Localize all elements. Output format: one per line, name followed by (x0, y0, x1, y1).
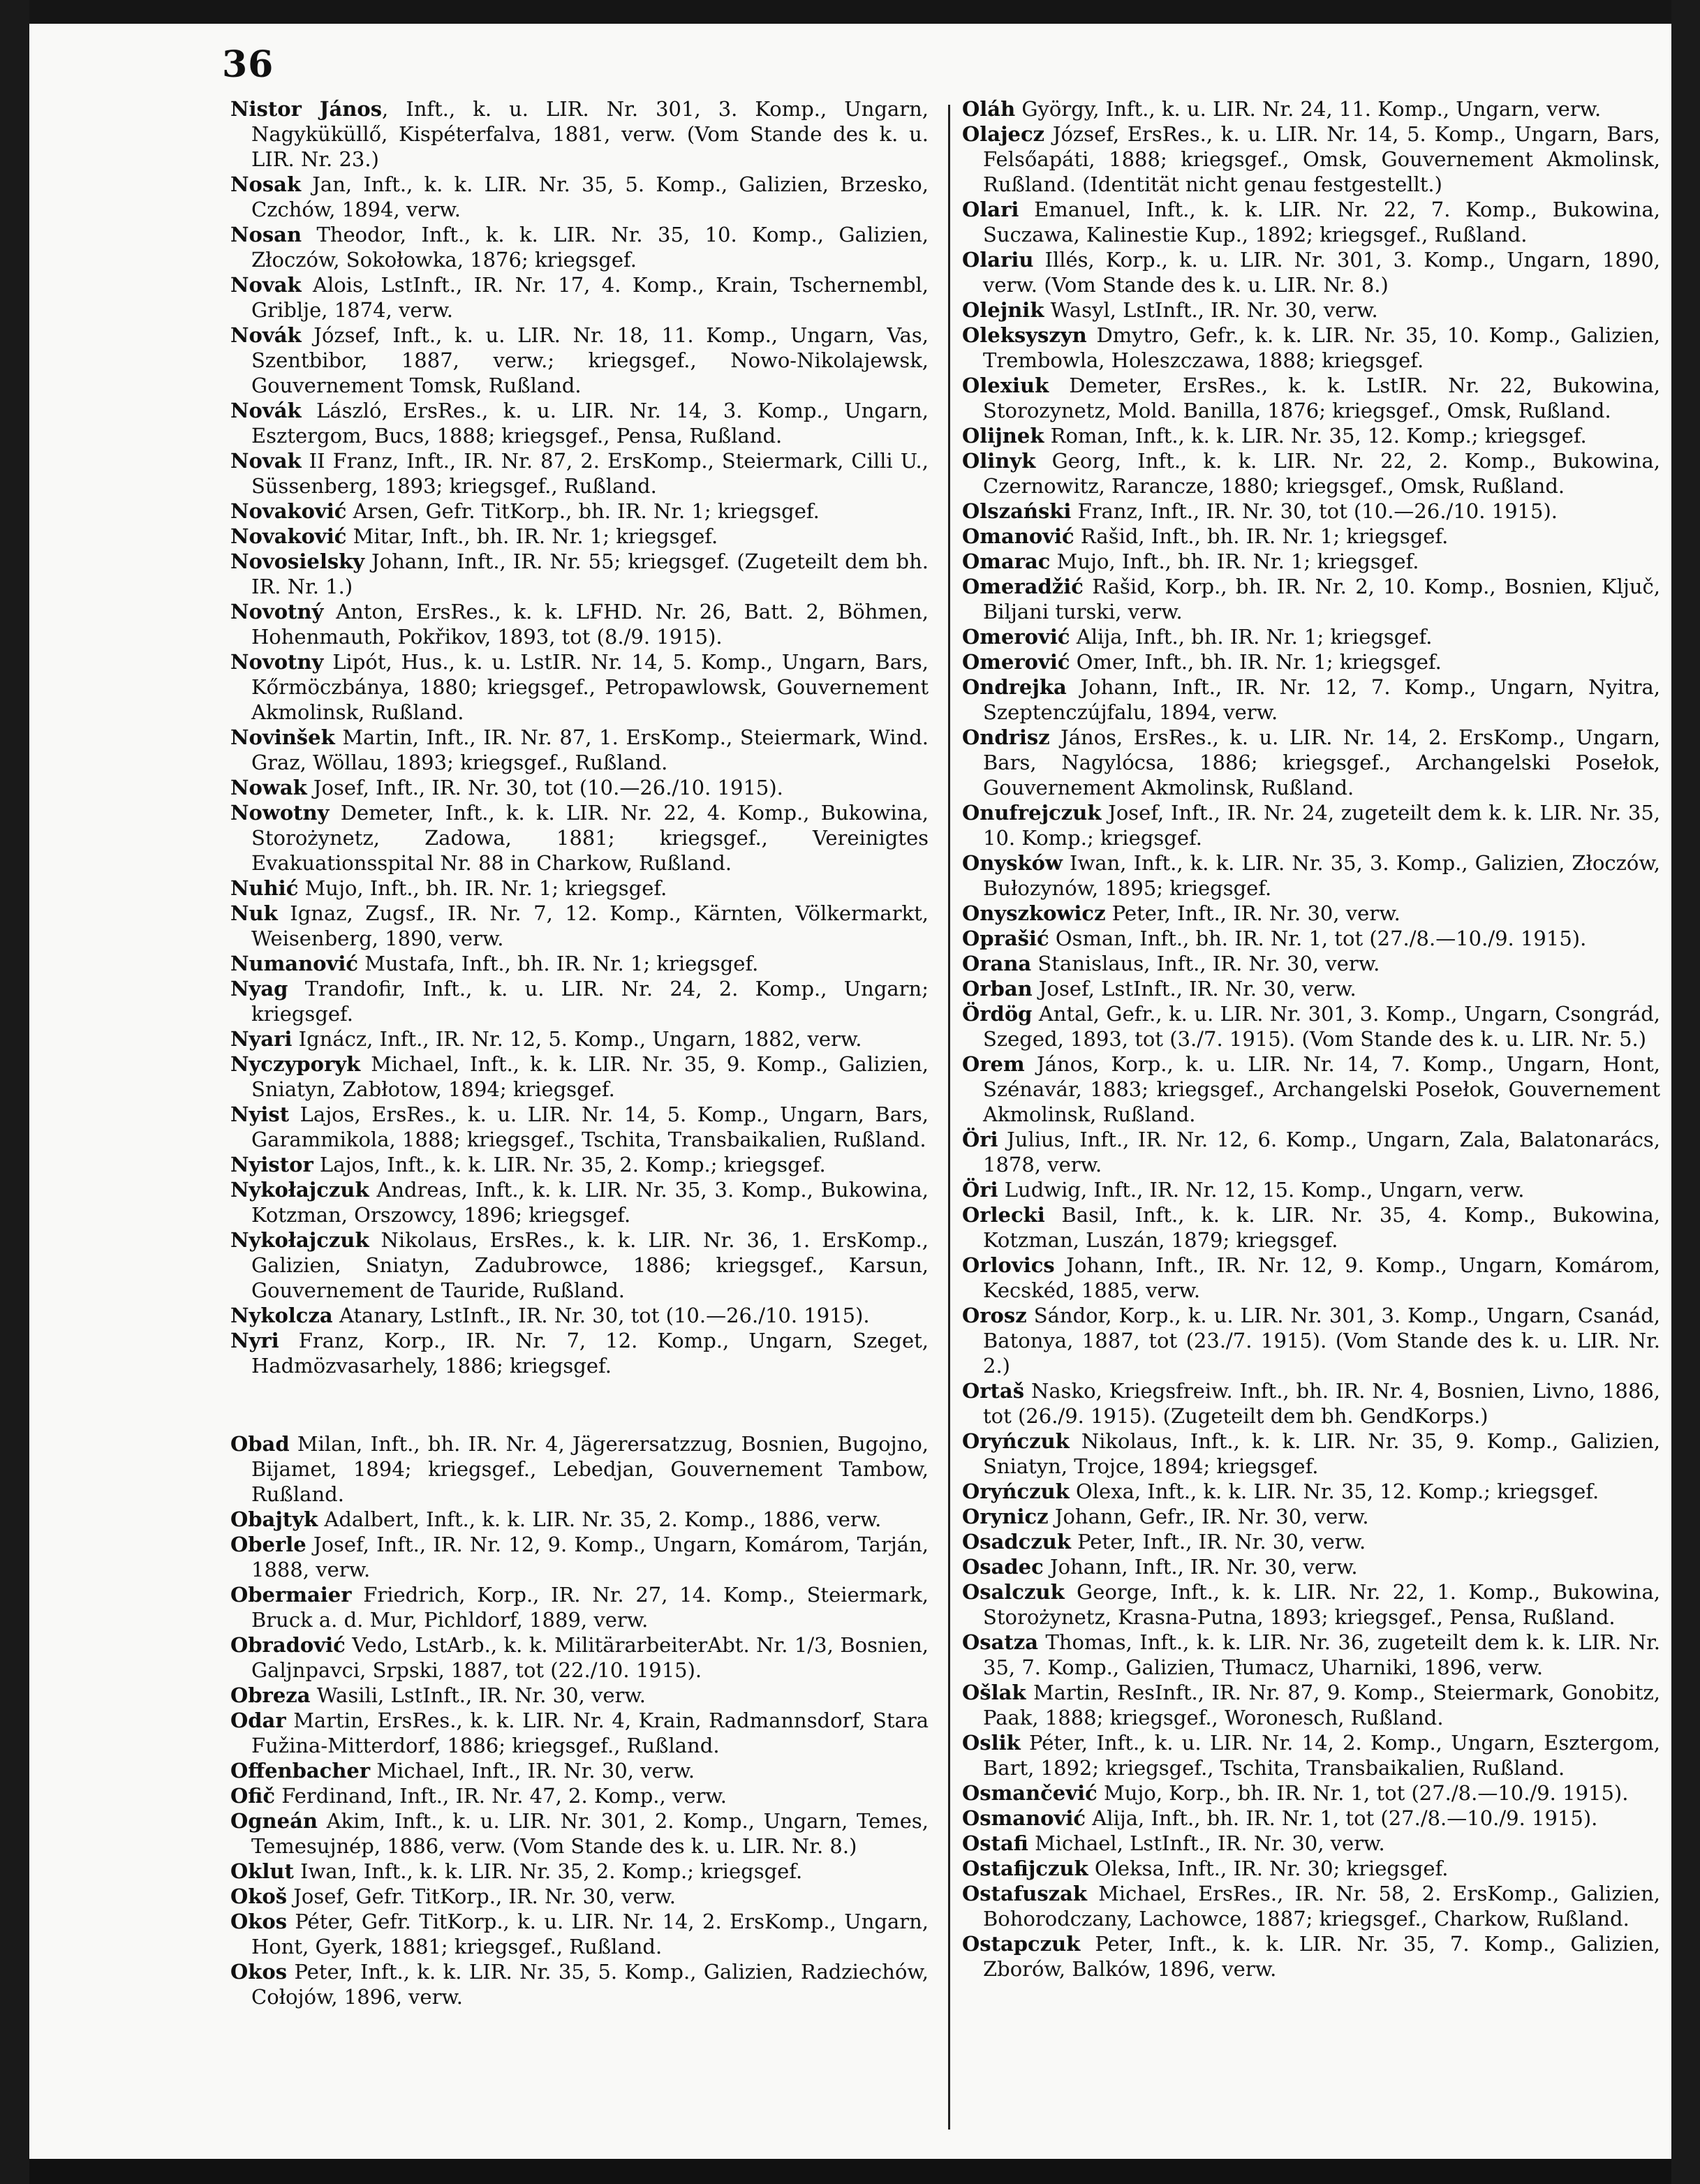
entry-details: Mujo, Korp., bh. IR. Nr. 1, tot (27./8.—10./9. 1915). (1097, 1781, 1629, 1805)
list-item (230, 876, 929, 901)
entry-details: Lipót, Hus., k. u. LstIR. Nr. 14, 5. Komp., Ungarn, Bars, Kőrmöczbánya, 1880; kriegsgef., Petropawlowsk, Gouvernement Akmolinsk, Rußland. (251, 650, 929, 724)
list-item (962, 1931, 1660, 1982)
entry-surname: Orban (962, 977, 1033, 1001)
list-item (962, 624, 1660, 649)
entry-surname: Okoš (230, 1884, 288, 1908)
list-item (962, 725, 1660, 800)
entry-details: Martin, Inft., IR. Nr. 87, 1. ErsKomp., Steiermark, Wind. Graz, Wöllau, 1893; kriegsgef., Rußland. (251, 725, 929, 774)
entry-surname: Ostapczuk (962, 1932, 1081, 1956)
scan-border-left (0, 0, 29, 2184)
entry-surname: Ostafuszak (962, 1882, 1088, 1905)
entry-details: Wasyl, LstInft., IR. Nr. 30, verw. (1044, 298, 1378, 322)
entry-details: Peter, Inft., k. k. LIR. Nr. 35, 7. Komp., Galizien, Zborów, Balków, 1896, verw. (983, 1932, 1660, 1981)
list-item (230, 96, 929, 172)
entry-details: Peter, Inft., IR. Nr. 30, verw. (1105, 901, 1400, 925)
entry-surname: Onufrejczuk (962, 801, 1102, 825)
entry-details: János, Korp., k. u. LIR. Nr. 14, 7. Komp., Ungarn, Hont, Szénavár, 1883; kriegsgef., Archangelski Posełok, Gouvernement Akmolinsk, Rußland. (983, 1052, 1660, 1126)
entry-details: Demeter, ErsRes., k. k. LstIR. Nr. 22, Bukowina, Storozynetz, Mold. Banilla, 1876; kriegsgef., Omsk, Rußland. (983, 374, 1660, 422)
entry-details: Omer, Inft., bh. IR. Nr. 1; kriegsgef. (1070, 650, 1442, 674)
entry-details: Mujo, Inft., bh. IR. Nr. 1; kriegsgef. (298, 876, 667, 900)
list-item (962, 197, 1660, 247)
entry-surname: Nyag (230, 977, 288, 1001)
entry-surname: Okos (230, 1960, 288, 1984)
entry-details: Michael, Inft., k. k. LIR. Nr. 35, 9. Komp., Galizien, Sniatyn, Zabłotow, 1894; kriegsgef. (251, 1052, 929, 1101)
list-item (230, 172, 929, 222)
list-item (962, 96, 1660, 121)
entry-details: Rašid, Inft., bh. IR. Nr. 1; kriegsgef. (1074, 524, 1449, 548)
entry-details: Michael, LstInft., IR. Nr. 30, verw. (1028, 1831, 1385, 1855)
entry-surname: Nosan (230, 223, 302, 246)
entry-details: Atanary, LstInft., IR. Nr. 30, tot (10.—26./10. 1915). (332, 1304, 870, 1327)
entry-details: Alija, Inft., bh. IR. Nr. 1, tot (27./8.—10./9. 1915). (1086, 1806, 1598, 1830)
list-item (230, 1683, 929, 1708)
list-item (962, 423, 1660, 448)
entry-details: Trandofir, Inft., k. u. LIR. Nr. 24, 2. Komp., Ungarn; kriegsgef. (251, 977, 929, 1026)
list-item (962, 1303, 1660, 1378)
list-item (230, 1227, 929, 1303)
list-item (230, 1532, 929, 1582)
entry-details: Franz, Inft., IR. Nr. 30, tot (10.—26./10. 1915). (1071, 499, 1558, 523)
list-item (962, 1630, 1660, 1680)
entry-surname: Obermaier (230, 1583, 352, 1607)
list-item (230, 1102, 929, 1152)
left-column (230, 96, 929, 2009)
list-item (962, 1579, 1660, 1630)
entry-surname: Orlovics (962, 1253, 1055, 1277)
entry-surname: Ostafi (962, 1831, 1028, 1855)
scan-border-right (1671, 0, 1700, 2184)
entry-surname: Nuk (230, 901, 278, 925)
list-item (962, 1806, 1660, 1831)
entry-details: Johann, Inft., IR. Nr. 30, verw. (1043, 1555, 1358, 1579)
list-item (230, 1859, 929, 1884)
list-item (230, 599, 929, 649)
entry-details: Ignaz, Zugsf., IR. Nr. 7, 12. Komp., Kärnten, Völkermarkt, Weisenberg, 1890, verw. (251, 901, 929, 950)
entry-details: Josef, Inft., IR. Nr. 24, zugeteilt dem k. k. LIR. Nr. 35, 10. Komp.; kriegsgef. (983, 801, 1660, 850)
scan-border-bottom (0, 2159, 1700, 2184)
entry-details: Martin, ResInft., IR. Nr. 87, 9. Komp., Steiermark, Gonobitz, Paak, 1888; kriegsgef., Woronesch, Rußland. (983, 1681, 1660, 1729)
entry-surname: Nosak (230, 172, 302, 196)
list-item (962, 1680, 1660, 1730)
entry-surname: Olajecz (962, 122, 1045, 146)
list-item (962, 121, 1660, 197)
entry-surname: Nyari (230, 1027, 293, 1051)
entry-surname: Omanović (962, 524, 1074, 548)
list-item (962, 499, 1660, 524)
list-item (230, 775, 929, 800)
entry-surname: Ogneán (230, 1809, 318, 1833)
entry-surname: Numanović (230, 952, 359, 975)
entry-surname: Omarac (962, 549, 1051, 573)
entry-surname: Oryńczuk (962, 1429, 1070, 1453)
list-item (962, 1529, 1660, 1554)
entry-surname: Nowak (230, 776, 307, 799)
list-item (962, 1479, 1660, 1504)
entry-details: Alois, LstInft., IR. Nr. 17, 4. Komp., Krain, Tschernembl, Griblje, 1874, verw. (251, 273, 929, 322)
entry-surname: Novotný (230, 600, 324, 624)
entry-details: Peter, Inft., k. k. LIR. Nr. 35, 5. Komp., Galizien, Radziechów, Cołojów, 1896, verw. (251, 1960, 929, 2009)
entry-details: Demeter, Inft., k. k. LIR. Nr. 22, 4. Komp., Bukowina, Storożynetz, Zadowa, 1881; kriegsgef., Vereinigtes Evakuationsspital Nr. 88 in Charkow, Rußland. (251, 801, 929, 875)
entry-surname: Osmančević (962, 1781, 1097, 1805)
list-item (962, 1001, 1660, 1052)
entry-details: Josef, Gefr. TitKorp., IR. Nr. 30, verw. (287, 1884, 676, 1908)
entry-surname: Ošlak (962, 1681, 1026, 1704)
list-item (230, 1959, 929, 2009)
entry-details: Lajos, Inft., k. k. LIR. Nr. 35, 2. Komp.; kriegsgef. (313, 1153, 826, 1176)
entry-surname: Okos (230, 1910, 288, 1933)
entry-surname: Novosielsky (230, 549, 365, 573)
entry-surname: Olinyk (962, 449, 1036, 473)
entry-details: Rašid, Korp., bh. IR. Nr. 2, 10. Komp., Bosnien, Ključ, Biljani turski, verw. (983, 575, 1660, 624)
entry-surname: Nistor János (230, 97, 383, 121)
entry-details: Nasko, Kriegsfreiw. Inft., bh. IR. Nr. 4, Bosnien, Livno, 1886, tot (26./9. 1915). (Zugeteilt dem bh. GendKorps.) (983, 1379, 1660, 1428)
entry-surname: Novak (230, 273, 302, 297)
entry-details: Jan, Inft., k. k. LIR. Nr. 35, 5. Komp., Galizien, Brzesko, Czchów, 1894, verw. (251, 172, 929, 221)
entry-details: Friedrich, Korp., IR. Nr. 27, 14. Komp., Steiermark, Bruck a. d. Mur, Pichldorf, 1889, verw. (251, 1583, 929, 1632)
list-item (962, 951, 1660, 976)
entry-details: II Franz, Inft., IR. Nr. 87, 2. ErsKomp., Steiermark, Cilli U., Süssenberg, 1893; kriegsgef., Rußland. (251, 449, 929, 498)
list-item (962, 674, 1660, 725)
entry-surname: Osadec (962, 1555, 1044, 1579)
entry-surname: Omerović (962, 650, 1070, 674)
entry-surname: Oryńczuk (962, 1480, 1070, 1503)
entry-surname: Orem (962, 1052, 1025, 1076)
list-item (230, 951, 929, 976)
entry-surname: Novák (230, 323, 302, 347)
list-item (962, 1504, 1660, 1529)
entry-surname: Novák (230, 399, 302, 422)
list-item (230, 1884, 929, 1909)
entry-surname: Obajtyk (230, 1507, 318, 1531)
entry-details: Georg, Inft., k. k. LIR. Nr. 22, 2. Komp., Bukowina, Czernowitz, Rarancze, 1880; kriegsgef., Omsk, Rußland. (983, 449, 1660, 498)
list-item (230, 1507, 929, 1532)
entry-details: , Inft., k. u. LIR. Nr. 301, 3. Komp., Ungarn, Nagyküküllő, Kispéterfalva, 1881, verw. (Vom Stande des k. u. LIR. Nr. 23.) (251, 97, 929, 171)
entry-surname: Nyczyporyk (230, 1052, 361, 1076)
entry-surname: Obradović (230, 1633, 346, 1657)
entry-surname: Osalczuk (962, 1580, 1065, 1604)
list-item (962, 297, 1660, 323)
list-item (962, 1856, 1660, 1881)
entry-details: Vedo, LstArb., k. k. MilitärarbeiterAbt. Nr. 1/3, Bosnien, Galjnpavci, Srpski, 1887, tot (22./10. 1915). (251, 1633, 929, 1682)
list-item (230, 222, 929, 272)
entry-surname: Orlecki (962, 1203, 1045, 1227)
entry-details: Peter, Inft., IR. Nr. 30, verw. (1070, 1530, 1366, 1554)
list-item (230, 1758, 929, 1783)
entry-surname: Oprašić (962, 927, 1049, 950)
entry-surname: Novaković (230, 499, 347, 523)
entry-details: Johann, Inft., IR. Nr. 12, 9. Komp., Ungarn, Komárom, Kecskéd, 1885, verw. (983, 1253, 1660, 1302)
entry-details: Adalbert, Inft., k. k. LIR. Nr. 35, 2. Komp., 1886, verw. (318, 1507, 882, 1531)
entry-details: Ludwig, Inft., IR. Nr. 12, 15. Komp., Ungarn, verw. (998, 1178, 1525, 1202)
entry-details: Julius, Inft., IR. Nr. 12, 6. Komp., Ungarn, Zala, Balatonarács, 1878, verw. (983, 1128, 1660, 1176)
list-item (230, 1783, 929, 1808)
entry-details: Oleksa, Inft., IR. Nr. 30; kriegsgef. (1088, 1857, 1449, 1880)
entry-surname: Olari (962, 198, 1019, 221)
entry-surname: Ondrisz (962, 725, 1050, 749)
list-item (962, 1202, 1660, 1253)
list-item (962, 1831, 1660, 1856)
list-item (230, 1177, 929, 1227)
list-item (230, 499, 929, 524)
entry-surname: Ofič (230, 1784, 276, 1808)
section-gap (230, 1378, 929, 1431)
entry-details: Franz, Korp., IR. Nr. 7, 12. Komp., Ungarn, Szeget, Hadmözvasarhely, 1886; kriegsgef. (251, 1329, 929, 1378)
entry-surname: Oberle (230, 1533, 306, 1556)
entry-surname: Ondrejka (962, 675, 1067, 699)
entry-surname: Onyszkowicz (962, 901, 1106, 925)
entry-details: Osman, Inft., bh. IR. Nr. 1, tot (27./8.—10./9. 1915). (1049, 927, 1587, 950)
list-item (230, 901, 929, 951)
entry-surname: Orana (962, 952, 1032, 975)
entry-details: Thomas, Inft., k. k. LIR. Nr. 36, zugeteilt dem k. k. LIR. Nr. 35, 7. Komp., Galizien, Tłumacz, Uharniki, 1896, verw. (983, 1630, 1660, 1679)
entry-surname: Obad (230, 1432, 290, 1456)
entry-details: Josef, LstInft., IR. Nr. 30, verw. (1032, 977, 1357, 1001)
entry-details: János, ErsRes., k. u. LIR. Nr. 14, 2. ErsKomp., Ungarn, Bars, Nagylócsa, 1886; kriegsgef., Archangelski Posełok, Gouvernement Akmolinsk, Rußland. (983, 725, 1660, 799)
list-item (230, 323, 929, 398)
entry-surname: Orosz (962, 1304, 1027, 1327)
entry-details: Ignácz, Inft., IR. Nr. 12, 5. Komp., Ungarn, 1882, verw. (292, 1027, 862, 1051)
entry-details: Arsen, Gefr. TitKorp., bh. IR. Nr. 1; kriegsgef. (346, 499, 820, 523)
list-item (962, 976, 1660, 1001)
entry-details: Michael, Inft., IR. Nr. 30, verw. (370, 1759, 695, 1783)
entry-details: László, ErsRes., k. u. LIR. Nr. 14, 3. Komp., Ungarn, Esztergom, Bucs, 1888; kriegsgef., Pensa, Rußland. (251, 399, 929, 448)
entry-details: Stanislaus, Inft., IR. Nr. 30, verw. (1031, 952, 1380, 975)
column-divider (948, 105, 950, 2130)
entry-details: Basil, Inft., k. k. LIR. Nr. 35, 4. Komp., Bukowina, Kotzman, Luszán, 1879; kriegsgef. (983, 1203, 1660, 1252)
entry-surname: Nykolcza (230, 1304, 333, 1327)
entry-surname: Olejnik (962, 298, 1044, 322)
entry-details: Theodor, Inft., k. k. LIR. Nr. 35, 10. Komp., Galizien, Złoczów, Sokołowka, 1876; kriegsgef. (251, 223, 929, 272)
list-item (962, 649, 1660, 674)
list-item (962, 1881, 1660, 1931)
entry-details: Josef, Inft., IR. Nr. 30, tot (10.—26./10. 1915). (306, 776, 783, 799)
entry-surname: Novinšek (230, 725, 335, 749)
entry-surname: Offenbacher (230, 1759, 371, 1783)
list-item (962, 373, 1660, 423)
list-item (230, 1052, 929, 1102)
entry-surname: Osadczuk (962, 1530, 1071, 1554)
entry-details: Johann, Gefr., IR. Nr. 30, verw. (1048, 1505, 1369, 1528)
list-item (230, 1431, 929, 1507)
list-item (230, 398, 929, 448)
list-item (962, 1780, 1660, 1806)
entry-details: Wasili, LstInft., IR. Nr. 30, verw. (310, 1683, 646, 1707)
entry-surname: Öri (962, 1128, 998, 1151)
list-item (962, 1127, 1660, 1177)
list-item (230, 1909, 929, 1959)
scan-border-top (0, 0, 1700, 24)
entry-surname: Omeradžić (962, 575, 1084, 598)
entry-details: József, Inft., k. u. LIR. Nr. 18, 11. Komp., Ungarn, Vas, Szentbibor, 1887, verw.; kriegsgef., Nowo-Nikolajewsk, Gouvernement Tomsk, Rußland. (251, 323, 929, 397)
entry-surname: Nuhić (230, 876, 299, 900)
entry-details: Michael, ErsRes., IR. Nr. 58, 2. ErsKomp., Galizien, Bohorodczany, Lachowce, 1887; kriegsgef., Charkow, Rußland. (983, 1882, 1660, 1931)
list-item (230, 549, 929, 599)
entry-details: Johann, Inft., IR. Nr. 55; kriegsgef. (Zugeteilt dem bh. IR. Nr. 1.) (251, 549, 929, 598)
list-item (230, 272, 929, 323)
list-item (962, 850, 1660, 901)
entry-details: Ferdinand, Inft., IR. Nr. 47, 2. Komp., verw. (275, 1784, 727, 1808)
entry-details: Mujo, Inft., bh. IR. Nr. 1; kriegsgef. (1050, 549, 1419, 573)
entry-details: Emanuel, Inft., k. k. LIR. Nr. 22, 7. Komp., Bukowina, Suczawa, Kalinestie Kup., 1892; kriegsgef., Rußland. (983, 198, 1660, 246)
list-item (962, 448, 1660, 499)
entry-details: Mitar, Inft., bh. IR. Nr. 1; kriegsgef. (346, 524, 718, 548)
entry-surname: Olszański (962, 499, 1072, 523)
entry-surname: Oslik (962, 1731, 1021, 1755)
list-item (230, 725, 929, 775)
list-item (962, 524, 1660, 549)
list-item (230, 448, 929, 499)
right-column (962, 96, 1660, 1982)
entry-details: Martin, ErsRes., k. k. LIR. Nr. 4, Krain, Radmannsdorf, Stara Fužina-Mitterdorf, 1886; kriegsgef., Rußland. (251, 1709, 929, 1757)
entry-details: Nikolaus, ErsRes., k. k. LIR. Nr. 36, 1. ErsKomp., Galizien, Sniatyn, Zadubrowce, 1886; kriegsgef., Karsun, Gouvernement de Tauride, Rußland. (251, 1228, 929, 1302)
entry-details: Nikolaus, Inft., k. k. LIR. Nr. 35, 9. Komp., Galizien, Sniatyn, Trojce, 1894; kriegsgef. (983, 1429, 1660, 1478)
entry-details: Iwan, Inft., k. k. LIR. Nr. 35, 3. Komp., Galizien, Złoczów, Bułozynów, 1895; kriegsgef. (983, 851, 1660, 900)
entry-details: Péter, Gefr. TitKorp., k. u. LIR. Nr. 14, 2. ErsKomp., Ungarn, Hont, Gyerk, 1881; kriegsgef., Rußland. (251, 1910, 929, 1958)
entry-details: József, ErsRes., k. u. LIR. Nr. 14, 5. Komp., Ungarn, Bars, Felsőapáti, 1888; kriegsgef., Omsk, Gouvernement Akmolinsk, Rußland. (Identität nicht genau festgestellt.) (983, 122, 1660, 196)
entry-details: Iwan, Inft., k. k. LIR. Nr. 35, 2. Komp.; kriegsgef. (293, 1859, 803, 1883)
entry-surname: Osatza (962, 1630, 1039, 1654)
list-item (962, 926, 1660, 951)
list-item (962, 1253, 1660, 1303)
list-item (962, 1429, 1660, 1479)
entry-details: George, Inft., k. k. LIR. Nr. 22, 1. Komp., Bukowina, Storożynetz, Krasna-Putna, 1893; kriegsgef., Pensa, Rußland. (983, 1580, 1660, 1629)
entry-surname: Osmanović (962, 1806, 1086, 1830)
entry-surname: Nowotny (230, 801, 330, 825)
entry-details: Péter, Inft., k. u. LIR. Nr. 14, 2. Komp., Ungarn, Esztergom, Bart, 1892; kriegsgef., Tschita, Transbaikalien, Rußland. (983, 1731, 1660, 1780)
entry-details: Mustafa, Inft., bh. IR. Nr. 1; kriegsgef. (358, 952, 759, 975)
entry-surname: Novotny (230, 650, 324, 674)
entry-details: Sándor, Korp., k. u. LIR. Nr. 301, 3. Komp., Ungarn, Csanád, Batonya, 1887, tot (23./7. 1915). (Vom Stande des k. u. LIR. Nr. 2.) (983, 1304, 1660, 1378)
list-item (962, 800, 1660, 850)
entry-surname: Nyri (230, 1329, 279, 1352)
entry-details: György, Inft., k. u. LIR. Nr. 24, 11. Komp., Ungarn, verw. (1015, 97, 1602, 121)
entry-details: Milan, Inft., bh. IR. Nr. 4, Jägerersatzzug, Bosnien, Bugojno, Bijamet, 1894; kriegsgef., Lebedjan, Gouvernement Tambow, Rußland. (251, 1432, 929, 1506)
entry-details: Olexa, Inft., k. k. LIR. Nr. 35, 12. Komp.; kriegsgef. (1069, 1480, 1599, 1503)
list-item (230, 1632, 929, 1683)
entry-surname: Ortaš (962, 1379, 1025, 1403)
entry-surname: Orynicz (962, 1505, 1049, 1528)
list-item (962, 901, 1660, 926)
entry-details: Andreas, Inft., k. k. LIR. Nr. 35, 3. Komp., Bukowina, Kotzman, Orszowcy, 1896; kriegsgef. (251, 1178, 929, 1227)
list-item (962, 1177, 1660, 1202)
page-number: 36 (222, 43, 274, 86)
list-item (962, 247, 1660, 297)
list-item (962, 323, 1660, 373)
list-item (230, 1708, 929, 1758)
entry-details: Alija, Inft., bh. IR. Nr. 1; kriegsgef. (1070, 625, 1433, 649)
entry-surname: Ostafijczuk (962, 1857, 1088, 1880)
entry-surname: Olariu (962, 248, 1034, 272)
entry-surname: Nyist (230, 1102, 290, 1126)
list-item (230, 1026, 929, 1052)
list-item (230, 976, 929, 1026)
list-item (230, 524, 929, 549)
list-item (962, 1378, 1660, 1429)
entry-details: Roman, Inft., k. k. LIR. Nr. 35, 12. Komp.; kriegsgef. (1044, 424, 1587, 448)
entry-surname: Olijnek (962, 424, 1044, 448)
entry-surname: Olexiuk (962, 374, 1049, 397)
entry-surname: Nyistor (230, 1153, 313, 1176)
list-item (230, 1808, 929, 1859)
entry-details: Josef, Inft., IR. Nr. 12, 9. Komp., Ungarn, Komárom, Tarján, 1888, verw. (251, 1533, 929, 1581)
list-item (230, 649, 929, 725)
entry-details: Antal, Gefr., k. u. LIR. Nr. 301, 3. Komp., Ungarn, Csongrád, Szeged, 1893, tot (3./7. 1915). (Vom Stande des k. u. LIR. Nr. 5.) (983, 1002, 1660, 1051)
entry-details: Akim, Inft., k. u. LIR. Nr. 301, 2. Komp., Ungarn, Temes, Temesujnép, 1886, verw. (Vom Stande des k. u. LIR. Nr. 8.) (251, 1809, 929, 1858)
list-item (962, 1554, 1660, 1579)
entry-details: Dmytro, Gefr., k. k. LIR. Nr. 35, 10. Komp., Galizien, Trembowla, Holeszczawa, 1888; kriegsgef. (983, 323, 1660, 372)
entry-details: Lajos, ErsRes., k. u. LIR. Nr. 14, 5. Komp., Ungarn, Bars, Garammikola, 1888; kriegsgef., Tschita, Transbaikalien, Rußland. (251, 1102, 929, 1151)
list-item (230, 1328, 929, 1378)
entry-surname: Nykołajczuk (230, 1228, 369, 1252)
list-item (962, 1730, 1660, 1780)
entry-surname: Onysków (962, 851, 1063, 875)
entry-surname: Odar (230, 1709, 286, 1732)
list-item (230, 800, 929, 876)
list-item (230, 1582, 929, 1632)
entry-surname: Obreza (230, 1683, 311, 1707)
entry-details: Johann, Inft., IR. Nr. 12, 7. Komp., Ungarn, Nyitra, Szeptenczújfalu, 1894, verw. (983, 675, 1660, 724)
entry-details: Illés, Korp., k. u. LIR. Nr. 301, 3. Komp., Ungarn, 1890, verw. (Vom Stande des k. u. LIR. Nr. 8.) (983, 248, 1660, 297)
entry-surname: Öri (962, 1178, 998, 1202)
entry-surname: Novak (230, 449, 302, 473)
entry-surname: Novaković (230, 524, 347, 548)
entry-surname: Oláh (962, 97, 1016, 121)
list-item (962, 549, 1660, 574)
list-item (962, 1052, 1660, 1127)
entry-details: Anton, ErsRes., k. k. LFHD. Nr. 26, Batt. 2, Böhmen, Hohenmauth, Pokřikov, 1893, tot (8./9. 1915). (251, 600, 929, 649)
entry-surname: Ördög (962, 1002, 1033, 1026)
list-item (230, 1303, 929, 1328)
entry-surname: Oleksyszyn (962, 323, 1087, 347)
entry-surname: Oklut (230, 1859, 294, 1883)
list-item (230, 1152, 929, 1177)
entry-surname: Omerović (962, 625, 1070, 649)
entry-surname: Nykołajczuk (230, 1178, 369, 1202)
list-item (962, 574, 1660, 624)
